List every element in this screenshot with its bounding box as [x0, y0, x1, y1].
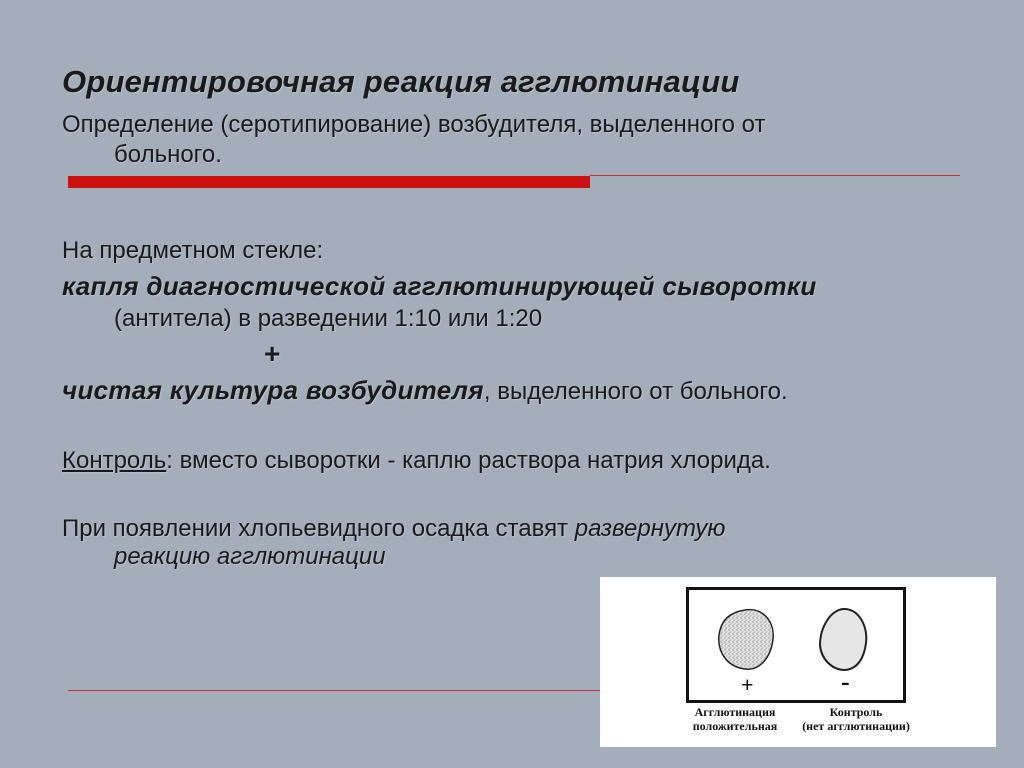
control-rest-text: : вместо сыворотки - каплю раствора натрия хлорида.: [166, 447, 771, 474]
caption-positive-line-1: Агглютинация: [694, 705, 776, 719]
accent-rule-thin: [590, 175, 960, 176]
slide-subtitle: [62, 110, 962, 170]
agglutination-figure: [600, 577, 996, 747]
accent-rule-thick: [68, 176, 590, 188]
slide-title: Ориентировочная реакция агглютинации: [62, 64, 740, 99]
subtitle-line-2: больного.: [114, 141, 222, 168]
caption-control: [786, 705, 926, 733]
culture-rest-text: , выделенного от больного.: [483, 378, 788, 405]
agglutination-positive-drop: [719, 610, 773, 670]
caption-positive-line-2: положительная: [692, 719, 778, 733]
subtitle-line-1: Определение (серотипирование) возбудителя, выделенного от: [62, 111, 766, 138]
control-line: [62, 447, 771, 475]
plus-sign: +: [264, 338, 281, 369]
caption-control-line-1: Контроль: [829, 705, 883, 719]
glass-intro: На предметном стекле:: [62, 237, 324, 264]
bottom-rule: [68, 690, 600, 691]
control-label: Контроль: [62, 447, 167, 474]
caption-control-line-2: (нет агглютинации): [802, 719, 910, 733]
serum-drop-text: капля диагностической агглютинирующей сыворотки: [62, 271, 817, 301]
positive-sign: +: [741, 672, 754, 697]
caption-positive: [680, 705, 790, 733]
serum-detail-text: (антитела) в разведении 1:10 или 1:20: [114, 305, 543, 332]
control-negative-drop: [820, 609, 866, 670]
culture-line: [62, 375, 788, 406]
culture-bold-text: чистая культура возбудителя: [62, 375, 484, 405]
flocculent-line-1: [62, 515, 725, 543]
flocculent-plain-text: При появлении хлопьевидного осадка ставят: [62, 515, 575, 542]
flocculent-line-2: реакцию агглютинации: [114, 543, 386, 570]
flocculent-italic-text: развернутую: [574, 515, 726, 542]
negative-sign: -: [841, 667, 850, 696]
